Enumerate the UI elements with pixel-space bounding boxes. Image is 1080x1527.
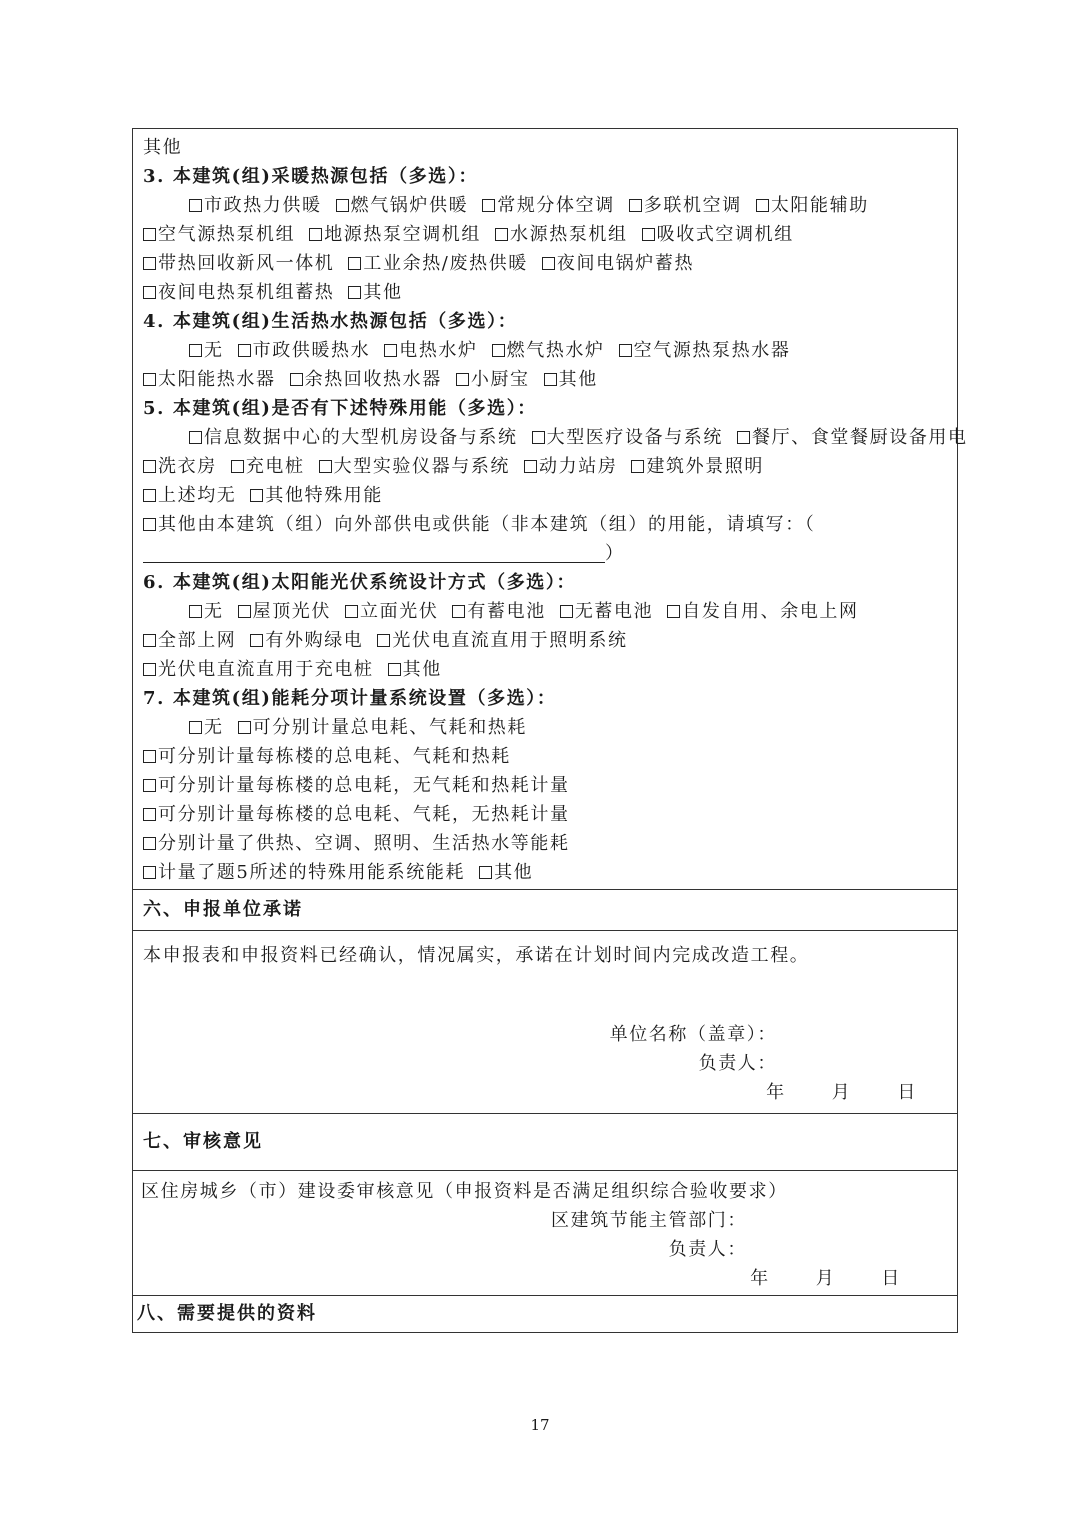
q6-option: 屋顶光伏 [252,601,332,622]
checkbox[interactable] [532,431,545,444]
section6-title-cell [133,890,957,931]
application-form-table [132,128,968,1333]
section8-title: 八、需要提供的资料 [137,1303,317,1324]
q5-option: 信息数据中心的大型机房设备与系统 [204,427,518,448]
checkbox[interactable] [143,257,156,270]
checkbox[interactable] [560,605,573,618]
checkbox[interactable] [631,460,644,473]
q3-option: 其他 [363,282,403,303]
q4-option: 其他 [558,369,598,390]
date-day: 日 [881,1268,901,1289]
checkbox[interactable] [619,344,632,357]
checkbox[interactable] [452,605,465,618]
q6-option: 自发自用、余电上网 [682,601,859,622]
checkbox[interactable] [143,634,156,647]
q6-option: 有蓄电池 [467,601,546,622]
energy-questions-cell [133,129,968,890]
q4-option: 余热回收热水器 [304,369,442,390]
q5-title: 5. 本建筑(组)是否有下述特殊用能（多选）： [143,398,537,419]
section6-body-cell [133,931,957,1114]
checkbox[interactable] [143,518,156,531]
q7-option: 可分别计量每栋楼的总电耗，无气耗和热耗计量 [158,775,570,796]
section7-title-cell [133,1114,957,1171]
q6-option: 光伏电直流直用于照明系统 [392,630,628,651]
q3-option: 夜间电锅炉蓄热 [556,253,695,274]
checkbox[interactable] [250,634,263,647]
checkbox[interactable] [309,228,322,241]
checkbox[interactable] [143,779,156,792]
fill-in-blank[interactable] [143,544,605,563]
q5-option-other-supply: 其他由本建筑（组）向外部供电或供能（非本建筑（组）的用能，请填写：（ [158,514,816,535]
q3-option: 水源热泵机组 [510,224,628,245]
q3-option: 工业余热/废热供暖 [363,253,528,274]
q7-title: 7. 本建筑(组)能耗分项计量系统设置（多选）： [143,688,557,709]
q3-option: 带热回收新风一体机 [158,253,335,274]
section8-title-cell [133,1296,957,1332]
q5-option: 大型实验仪器与系统 [333,456,511,477]
checkbox[interactable] [377,634,390,647]
checkbox[interactable] [336,199,349,212]
q6-option: 无蓄电池 [574,601,654,622]
q3-option: 吸收式空调机组 [656,224,794,245]
section7-statement: 区住房城乡（市）建设委审核意见（申报资料是否满足组织综合验收要求） [141,1181,788,1202]
section6-title: 六、申报单位承诺 [143,899,303,920]
checkbox[interactable] [189,431,202,444]
checkbox[interactable] [189,344,202,357]
section7-body-cell [133,1171,957,1296]
q3-option: 常规分体空调 [497,195,615,216]
q4-option: 市政供暖热水 [252,340,371,361]
unit-name-label: 单位名称（盖章）： [609,1024,777,1045]
q3-option: 市政热力供暖 [204,195,322,216]
checkbox[interactable] [143,460,156,473]
section7-person-label: 负责人： [668,1239,747,1260]
q5-option-close-paren: ） [605,543,625,564]
checkbox[interactable] [238,605,251,618]
q3-option: 地源热泵空调机组 [324,224,482,245]
section6-statement: 本申报表和申报资料已经确认，情况属实，承诺在计划时间内完成改造工程。 [143,945,810,966]
section6-person-label: 负责人： [698,1053,777,1074]
q6-option: 有外购绿电 [265,630,364,651]
q5-option: 餐厅、食堂餐厨设备用电 [752,427,968,448]
q4-option: 空气源热泵热水器 [633,340,791,361]
date-year: 年 [750,1268,770,1289]
checkbox[interactable] [542,257,555,270]
q7-option: 无 [204,717,224,738]
q5-option: 洗衣房 [158,456,217,477]
q4-option: 燃气热水炉 [506,340,605,361]
q3-option: 燃气锅炉供暖 [350,195,469,216]
q7-option: 分别计量了供热、空调、照明、生活热水等能耗 [158,833,570,854]
checkbox[interactable] [189,605,202,618]
q5-option: 充电桩 [245,456,305,477]
section6-date-line [143,1078,947,1107]
q3-title: 3. 本建筑(组)采暖热源包括（多选）： [143,166,479,187]
checkbox[interactable] [384,344,397,357]
checkbox[interactable] [319,460,332,473]
section7-title: 七、审核意见 [143,1131,263,1152]
q3-option: 多联机空调 [643,195,742,216]
checkbox[interactable] [495,228,508,241]
checkbox[interactable] [482,199,495,212]
checkbox[interactable] [756,199,769,212]
checkbox[interactable] [143,663,156,676]
checkbox[interactable] [544,373,557,386]
q6-option: 其他 [402,659,442,680]
q7-option: 其他 [494,862,534,883]
q7-option: 计量了题5所述的特殊用能系统能耗 [158,862,466,883]
q4-title: 4. 本建筑(组)生活热水热源包括（多选）： [143,311,518,332]
q7-option: 可分别计量总电耗、气耗和热耗 [252,717,528,738]
date-month: 月 [831,1082,852,1103]
date-year: 年 [766,1082,786,1103]
checkbox[interactable] [189,721,202,734]
checkbox[interactable] [143,228,156,241]
q6-option: 立面光伏 [360,601,439,622]
q3-option: 夜间电热泵机组蓄热 [158,282,335,303]
checkbox[interactable] [189,199,202,212]
checkbox[interactable] [524,460,537,473]
q6-option: 无 [204,601,224,622]
checkbox[interactable] [345,605,358,618]
q7-option: 可分别计量每栋楼的总电耗、气耗和热耗 [158,746,511,767]
q5-option: 建筑外景照明 [646,456,765,477]
checkbox[interactable] [143,808,156,821]
checkbox[interactable] [737,431,750,444]
q4-option: 电热水炉 [399,340,478,361]
q4-option: 小厨宝 [470,369,530,390]
checkbox[interactable] [667,605,680,618]
checkbox[interactable] [143,489,156,502]
checkbox[interactable] [231,460,244,473]
q5-option: 上述均无 [158,485,237,506]
checkbox[interactable] [143,837,156,850]
page-number: 17 [530,1416,550,1434]
checkbox[interactable] [143,866,156,879]
checkbox[interactable] [238,344,251,357]
date-month: 月 [815,1268,836,1289]
previous-question-tail: 其他 [143,137,183,158]
date-day: 日 [897,1082,917,1103]
checkbox[interactable] [290,373,303,386]
q3-option: 太阳能辅助 [770,195,869,216]
checkbox[interactable] [348,286,361,299]
checkbox[interactable] [143,750,156,763]
checkbox[interactable] [479,866,492,879]
dept-label: 区建筑节能主管部门： [551,1210,747,1231]
q4-option: 太阳能热水器 [158,369,276,390]
q6-option: 光伏电直流直用于充电桩 [158,659,374,680]
checkbox[interactable] [629,199,642,212]
checkbox[interactable] [250,489,263,502]
q5-option: 其他特殊用能 [265,485,384,506]
checkbox[interactable] [238,721,251,734]
checkbox[interactable] [642,228,655,241]
checkbox[interactable] [492,344,505,357]
q7-option: 可分别计量每栋楼的总电耗、气耗，无热耗计量 [158,804,570,825]
q4-option: 无 [204,340,224,361]
q3-option: 空气源热泵机组 [158,224,296,245]
checkbox[interactable] [348,257,361,270]
checkbox[interactable] [388,663,401,676]
q6-option: 全部上网 [158,630,237,651]
q5-option: 动力站房 [539,456,618,477]
q6-title: 6. 本建筑(组)太阳能光伏系统设计方式（多选）： [143,572,577,593]
checkbox[interactable] [143,286,156,299]
q5-option: 大型医疗设备与系统 [546,427,724,448]
checkbox[interactable] [143,373,156,386]
checkbox[interactable] [456,373,469,386]
section7-date-line [141,1264,947,1293]
